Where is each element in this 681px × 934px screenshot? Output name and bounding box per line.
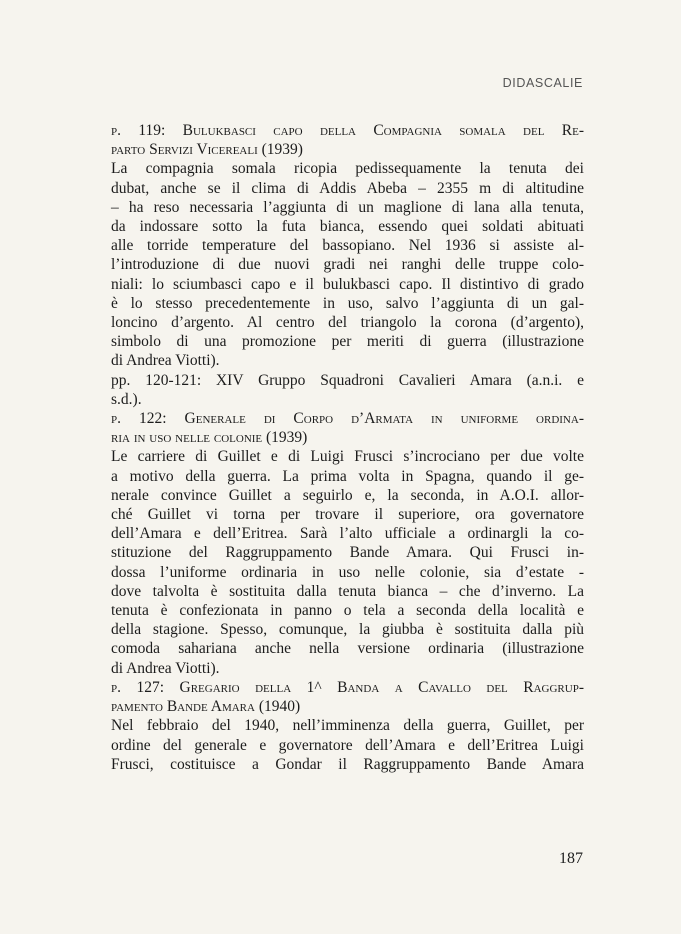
caption-heading: pamento Bande Amara (1940)	[111, 698, 301, 716]
caption-heading: ria in uso nelle colonie (1939)	[111, 429, 308, 447]
body-line: della stagione. Spesso, comunque, la giubba è sostituita dalla più	[111, 621, 584, 639]
caption-heading: parto Servizi Vicereali (1939)	[111, 141, 303, 159]
body-line: ché Guillet vi torna per trovare il superiore, ora governatore	[111, 506, 584, 524]
body-line: dove talvolta è sostituita dalla tenuta bianca – che d’inverno. La	[111, 582, 584, 600]
body-line: nerale convince Guillet a seguirlo e, la seconda, in A.O.I. allor-	[111, 486, 584, 504]
caption-heading: p. 122: Generale di Corpo d’Armata in uniforme ordina-	[111, 410, 584, 428]
body-line: La compagnia somala ricopia pedissequamente la tenuta dei	[111, 160, 584, 178]
body-line: l’introduzione di due nuovi gradi nei ranghi delle truppe colo-	[111, 256, 584, 274]
body-line: loncino d’argento. Al centro del triangolo la corona (d’argento),	[111, 314, 584, 332]
body-line: da indossare sotto la futa bianca, essendo quei soldati abituati	[111, 218, 584, 236]
body-line: di Andrea Viotti).	[111, 352, 220, 370]
body-line: tenuta è confezionata in panno o tela a seconda della località e	[111, 602, 584, 620]
body-line: ordine del generale e governatore dell’Amara e dell’Eritrea Luigi	[111, 736, 584, 754]
caption-heading: pp. 120-121: XIV Gruppo Squadroni Cavalieri Amara (a.n.i. e	[111, 371, 584, 389]
body-line: Nel febbraio del 1940, nell’imminenza della guerra, Guillet, per	[111, 717, 584, 735]
body-line: alle torride temperature del bassopiano. Nel 1936 si assiste al-	[111, 237, 584, 255]
body-line: comoda sahariana anche nella versione ordinaria (illustrazione	[111, 640, 584, 658]
body-line: di Andrea Viotti).	[111, 659, 220, 677]
body-line: dubat, anche se il clima di Addis Abeba – 2355 m di altitudine	[111, 179, 584, 197]
caption-heading: p. 127: Gregario della 1^ Banda a Cavallo del Raggrup-	[111, 678, 584, 696]
body-line: a motivo della guerra. La prima volta in Spagna, quando il ge-	[111, 467, 584, 485]
body-line: niali: lo sciumbasci capo e il bulukbasci capo. Il distintivo di grado	[111, 275, 584, 293]
running-header: DIDASCALIE	[502, 76, 583, 90]
body-line: Frusci, costituisce a Gondar il Raggruppamento Bande Amara	[111, 755, 584, 773]
caption-heading: s.d.).	[111, 390, 142, 408]
body-line: dossa l’uniforme ordinaria in uso nelle colonie, sia d’estate -	[111, 563, 584, 581]
body-line: è lo stesso precedentemente in uso, salvo l’aggiunta di un gal-	[111, 294, 584, 312]
caption-heading: p. 119: Bulukbasci capo della Compagnia somala del Re-	[111, 122, 584, 139]
body-line: – ha reso necessaria l’aggiunta di un maglione di lana alla tenuta,	[111, 198, 584, 216]
body-line: simbolo di una promozione per meriti di guerra (illustrazione	[111, 333, 584, 351]
caption-text	[111, 121, 584, 774]
body-line: dell’Amara e dell’Eritrea. Sarà l’alto ufficiale a ordinargli la co-	[111, 525, 584, 543]
page-number: 187	[559, 850, 583, 867]
body-line: stituzione del Raggruppamento Bande Amara. Qui Frusci in-	[111, 544, 584, 562]
body-line: Le carriere di Guillet e di Luigi Frusci s’incrociano per due volte	[111, 448, 584, 466]
